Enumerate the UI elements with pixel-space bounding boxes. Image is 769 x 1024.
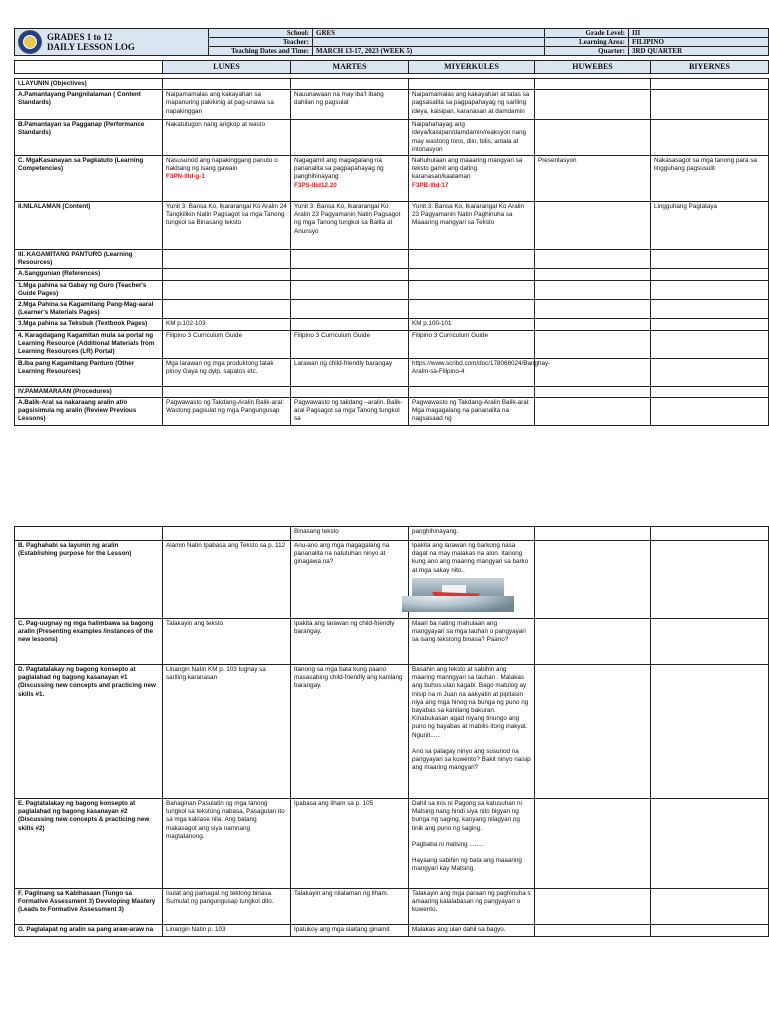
day-cell xyxy=(535,889,651,925)
day-martes: MARTES xyxy=(291,61,409,74)
day-cell xyxy=(291,156,409,202)
day-cell xyxy=(163,90,291,120)
day-cell xyxy=(651,889,769,925)
day-cell xyxy=(651,358,769,386)
table-row xyxy=(15,300,769,319)
day-cell xyxy=(535,319,651,330)
day-cell xyxy=(535,397,651,425)
cell-text: Anu-ano ang mga magagalang na pananalita na natutuhan ninyo at ginagawa na? xyxy=(294,542,390,566)
day-cell xyxy=(291,386,409,397)
table-row xyxy=(15,319,769,330)
day-cell xyxy=(535,541,651,619)
day-cell xyxy=(163,269,291,280)
day-cell xyxy=(291,397,409,425)
day-cell xyxy=(163,397,291,425)
cell-text: Nahuhulaan ang maaaring mangyari sa teksto gamit ang dating karanasan/kaalaman xyxy=(412,157,523,181)
cell-text: Alamin Natin Ipabasa ang Teksto sa p. 112 xyxy=(166,542,286,549)
day-cell xyxy=(535,925,651,937)
cell-text: Pagwawasto ng Takdang-Aralin Balik-aral: Mga magagalang na pananalita na nagsasaad ng xyxy=(412,398,530,423)
cell-text: Binasang teksto xyxy=(294,528,339,535)
day-cell xyxy=(291,202,409,250)
teacher-value xyxy=(313,38,545,47)
day-cell xyxy=(163,619,291,665)
cell-text: Malakas ang ulan dahil sa bagyo. xyxy=(412,926,506,933)
table-row xyxy=(15,120,769,156)
day-cell xyxy=(409,527,535,541)
cell-text: Pagwawasto ng Takdang-Aralin Balik-aral: Wastong pagsulat ng mga Pangungusap xyxy=(166,398,284,415)
header-table xyxy=(14,28,769,56)
cell-text: Nasusunod ang napakinggang panuto o hakbang ng isang gawain xyxy=(166,157,278,173)
cell-text: Talakayin ang mga paraan ng paghinuha s amaaring kalalabasan ng pangyayari o kuwento. xyxy=(412,890,531,914)
cell-text: Filipino 3 Curriculum Guide xyxy=(412,331,488,339)
day-cell xyxy=(163,665,291,799)
table-row xyxy=(15,386,769,397)
school-label: School: xyxy=(209,29,313,38)
cell-text: Ipakita ang larawan ng child-friendly barangay. xyxy=(294,620,395,636)
table-row xyxy=(15,250,769,269)
grade-label: Grade Level: xyxy=(545,29,629,38)
row-label: C. Pag-uugnay ng mga halimbawa sa bagong aralin (Presenting examples /instances of the new lessons) xyxy=(15,619,163,665)
lesson-table-page-1 xyxy=(14,78,769,426)
day-cell xyxy=(535,79,651,90)
grade-value: III xyxy=(629,29,769,38)
competency-code: F3PN-IIId-g-1 xyxy=(166,173,205,181)
day-cell xyxy=(651,330,769,358)
row-label: 3.Mga pahina sa Teksbuk (Textbook Pages) xyxy=(15,319,163,330)
day-cell xyxy=(651,799,769,889)
cell-text: Yunit 3: Bansa Ko, Ikararangal Ko Aralin 23 Pagyamanin Natin Pagsagot ng mga Tanong tungkol sa Balita at Anunsyo xyxy=(294,203,401,235)
table-row xyxy=(15,397,769,425)
cell-text: Naipamamalas ang kakayahan sa mapanuring pakikinig at pag-unawa sa napakinggan xyxy=(166,91,274,115)
cell-extra-text: Pagbaba ni matsing ........ xyxy=(412,840,484,848)
cell-text: Larawan ng child-friendly barangay xyxy=(294,359,393,367)
logo-block xyxy=(15,29,209,56)
day-cell xyxy=(291,280,409,299)
cell-text: Naipahahayag ang ideya/kaisipan/damdamin/reaksyon nang may wastong tono, diin, bilis, antala at intonasyon xyxy=(412,121,527,153)
row-label xyxy=(15,527,163,541)
cell-text: Linangin Natin p. 103 xyxy=(166,926,226,933)
table-row xyxy=(15,541,769,619)
day-cell xyxy=(291,925,409,937)
area-label: Learning Area: xyxy=(545,38,629,47)
day-cell xyxy=(291,250,409,269)
day-cell xyxy=(291,665,409,799)
table-row xyxy=(15,90,769,120)
row-label: B. Paghahabi sa layunin ng aralin (Establishing purpose for the Lesson) xyxy=(15,541,163,619)
row-label: C. MgaKasanayan sa Pagkatuto (Learning Competencies) xyxy=(15,156,163,202)
day-cell xyxy=(651,541,769,619)
day-cell xyxy=(651,79,769,90)
day-cell xyxy=(409,386,535,397)
cell-text: Isulat ang pamagat ng tektong binasa. Sumulat ng pangungusap tungkol dito. xyxy=(166,890,274,906)
day-cell xyxy=(651,300,769,319)
day-cell xyxy=(291,527,409,541)
cell-text: Talakayin ang teksto xyxy=(166,620,224,627)
day-cell xyxy=(651,527,769,541)
cell-text: Dahil sa inis ni Pagong sa katusuhan ni Matsing nang hindi siya nito bigyan ng bunga ng saging, kanyang nilagyan ng tinik ang puno ng saging. xyxy=(412,800,522,832)
table-row xyxy=(15,889,769,925)
deped-seal-icon xyxy=(18,30,42,54)
day-cell xyxy=(163,280,291,299)
day-cell xyxy=(651,319,769,330)
day-cell xyxy=(291,79,409,90)
table-row xyxy=(15,156,769,202)
row-label: II.NILALAMAN (Content) xyxy=(15,202,163,250)
day-cell xyxy=(651,665,769,799)
day-cell xyxy=(291,541,409,619)
row-label: IV.PAMAMARAAN (Procedures) xyxy=(15,386,163,397)
row-label: 1.Mga pahina sa Gabay ng Guro (Teacher's Guide Pages) xyxy=(15,280,163,299)
cell-text: Bahaginan Pasulatin ng mga tanong tungkol sa tekstong nabasa, Pasagutan ito sa mga kaklase nila. Ang batang makasagot ang siya namnang magtatanong. xyxy=(166,800,285,840)
day-cell xyxy=(651,397,769,425)
dates-label: Teaching Dates and Time: xyxy=(209,47,313,56)
day-cell xyxy=(651,925,769,937)
day-cell xyxy=(535,799,651,889)
table-row xyxy=(15,358,769,386)
day-huwebes: HUWEBES xyxy=(535,61,651,74)
day-cell xyxy=(651,269,769,280)
cell-text: Linangin Natin KM p. 103 Iugnay sa sariling karanasan xyxy=(166,666,266,682)
cell-text: Maari ba nating mahulaan ang mangyayari sa mga tauhan o pangyayari sa isang tekstong binasa? Paano? xyxy=(412,620,526,644)
cell-text: Itanong sa mga bata kung paano masasabing child-friendly ang kanilang barangay. xyxy=(294,666,403,690)
row-label: B.Pamantayan sa Pagganap (Performance Standards) xyxy=(15,120,163,156)
lesson-table-page-2 xyxy=(14,526,769,937)
day-cell xyxy=(651,156,769,202)
day-lunes: LUNES xyxy=(163,61,291,74)
day-cell xyxy=(535,527,651,541)
day-biyernes: BIYERNES xyxy=(651,61,769,74)
day-cell xyxy=(409,358,551,386)
table-row xyxy=(15,269,769,280)
day-cell xyxy=(651,250,769,269)
day-cell xyxy=(163,120,291,156)
day-cell xyxy=(163,330,291,358)
day-cell xyxy=(291,300,409,319)
day-cell xyxy=(535,280,651,299)
cell-text: Filipino 3 Curriculum Guide xyxy=(294,331,370,339)
day-cell xyxy=(409,280,535,299)
day-cell xyxy=(535,300,651,319)
day-cell xyxy=(163,799,291,889)
table-row xyxy=(15,280,769,299)
day-cell xyxy=(409,799,535,889)
form-title-line2: DAILY LESSON LOG xyxy=(47,42,135,52)
row-label: G. Paglalapat ng aralin sa pang araw-araw na xyxy=(15,925,163,937)
cell-text: Lingguhang Pagtataya xyxy=(654,203,718,211)
day-cell xyxy=(291,799,409,889)
cell-text: Ipatukoy ang mga slaitang ginamit xyxy=(294,926,390,933)
cell-text: https://www.scribd.com/doc/178068024/Banghay-Aralin-sa-Filipino-4 xyxy=(412,359,551,375)
day-cell xyxy=(409,79,535,90)
day-cell xyxy=(163,925,291,937)
competency-code: F3PB-IIId-17 xyxy=(412,181,449,189)
day-cell xyxy=(651,120,769,156)
table-row xyxy=(15,202,769,250)
school-value: GRES xyxy=(313,29,545,38)
day-cell xyxy=(535,619,651,665)
day-cell xyxy=(163,319,291,330)
row-label: 4. Karagdagang Kagamitan mula sa portal ng Learning Resource (Additional Materials from Learning Resources (LR) Portal) xyxy=(15,330,163,358)
day-cell xyxy=(291,619,409,665)
quarter-value: 3RD QUARTER xyxy=(629,47,769,56)
area-value: FILIPINO xyxy=(629,38,769,47)
day-cell xyxy=(535,386,651,397)
table-row xyxy=(15,665,769,799)
row-label: A.Sanggunian (References) xyxy=(15,269,163,280)
cell-text: Mga larawan ng mga produktong tatak pinoy Gaya ng dyip, sapatos etc. xyxy=(166,359,274,375)
cell-text: Talakayin ang nilalaman ng liham. xyxy=(294,890,389,897)
day-cell xyxy=(409,250,535,269)
days-corner xyxy=(15,61,163,74)
day-cell xyxy=(409,925,535,937)
cell-text: Yunit 3: Bansa Ko, Ikararangal Ko Aralin 24 Tangkilikin Natin Pagsagot sa mga Tanong tungkol sa Binasang teksto xyxy=(166,203,287,227)
day-cell xyxy=(651,280,769,299)
day-cell xyxy=(535,120,651,156)
day-cell xyxy=(651,90,769,120)
row-label: I.LAYUNIN (Objectives) xyxy=(15,79,163,90)
day-cell xyxy=(163,527,291,541)
day-cell xyxy=(409,665,535,799)
day-cell xyxy=(409,541,535,619)
lesson-log-page-1 xyxy=(14,28,768,426)
day-cell xyxy=(409,269,535,280)
table-row xyxy=(15,925,769,937)
row-label: A.Balik-Aral sa nakaraang aralin at/o pagsisimula ng aralin (Review Previous Lessons) xyxy=(15,397,163,425)
cell-text: Nakatutugon nang angkop at wasto xyxy=(166,121,266,129)
row-label: 2.Mga Pahina sa Kagamitang Pang-Mag-aaral (Learner's Materials Pages) xyxy=(15,300,163,319)
teacher-label: Teacher: xyxy=(209,38,313,47)
cell-text: Basahin ang teksto at sabihin ang maaring manngyari sa tauhan . Malakas ang buhos ulan kagabi. Bago matulog ay inisip na ni Juan na aakyatin at pipitasin niya ang mga hinog na bunga ng puno ng bayabas sa kanilang bakuran. Kinabukasan agad niyang tinungo ang puno ng bayabas at mabilis itong inakyat. Ngunit...... xyxy=(412,666,529,739)
lesson-log-page-2 xyxy=(14,526,768,937)
cell-text: Presentasyon xyxy=(538,157,577,165)
day-cell xyxy=(409,300,535,319)
day-cell xyxy=(409,319,535,330)
day-cell xyxy=(291,90,409,120)
table-row xyxy=(15,330,769,358)
cell-text: Ipabasa ang liham sa p. 105 xyxy=(294,800,374,807)
day-cell xyxy=(409,397,535,425)
cell-text: Ipakita ang larawan ng barkong nasa dagat na may malakas na alon. Itanong kung ano ang maaring mangyari sa barko at mga sakay nito.. xyxy=(412,542,529,574)
ship-at-sea-image xyxy=(412,578,504,612)
day-cell xyxy=(163,889,291,925)
day-cell xyxy=(291,330,409,358)
days-header-table xyxy=(14,60,769,74)
day-cell xyxy=(535,358,651,386)
cell-text: KM p.100-101 xyxy=(412,320,452,328)
day-cell xyxy=(163,79,291,90)
day-cell xyxy=(409,619,535,665)
day-cell xyxy=(163,541,291,619)
day-cell xyxy=(409,330,535,358)
day-cell xyxy=(535,269,651,280)
row-label: D. Pagtatalakay ng bagong konsepto at paglalahad ng bagong kasanayan #1 (Discussing new concepts and practicing new skills #1. xyxy=(15,665,163,799)
day-cell xyxy=(409,156,535,202)
row-label: F. Paglinang sa Kabihasaan (Tungo sa Formative Assessment 3) Developing Mastery (Leads to Formative Assessment 3) xyxy=(15,889,163,925)
cell-text: Nauunawaan na may iba't ibang dahilan ng pagsulat xyxy=(294,91,384,107)
day-cell xyxy=(291,319,409,330)
cell-text: Yunit 3: Bansa Ko, Ikararangal Ko Aralin 23 Pagyamanin Natin Paghinuha sa Maaaring mangyari sa Teksto xyxy=(412,203,525,227)
day-cell xyxy=(291,269,409,280)
day-cell xyxy=(409,202,535,250)
day-cell xyxy=(409,90,535,120)
table-row xyxy=(15,799,769,889)
day-cell xyxy=(535,330,651,358)
day-cell xyxy=(163,156,291,202)
row-label: B.Iba pang Kagamitang Panturo (Other Learning Resources) xyxy=(15,358,163,386)
day-cell xyxy=(163,202,291,250)
cell-text: KM p.102-103 xyxy=(166,320,206,328)
day-cell xyxy=(535,202,651,250)
day-cell xyxy=(291,889,409,925)
row-label: A.Pamantayang Pangnilalaman ( Content Standards) xyxy=(15,90,163,120)
day-cell xyxy=(163,250,291,269)
cell-text: Naipamamalas ang kakayahan at tatas sa pagsasalita sa pagpapahayag ng sariling ideya, kaisipan, karanasan at damdamin xyxy=(412,91,530,115)
cell-text: Nakasasagot sa mga tanong para sa lingguhang pagsusulit xyxy=(654,157,757,173)
row-label: III. KAGAMITANG PANTURO (Learning Resources) xyxy=(15,250,163,269)
table-row xyxy=(15,79,769,90)
cell-text: Pagwawasto ng takdang –aralin. Balik-aral Pagsagot sa mga Tanong tungkol sa xyxy=(294,398,403,423)
day-cell xyxy=(409,120,535,156)
day-miyerkules: MIYERKULES xyxy=(409,61,535,74)
dates-value: MARCH 13-17, 2023 (WEEK 5) xyxy=(313,47,545,56)
cell-extra-text: Hayaang sabihin ng bata ang maaaring mangyari kay Matsing. xyxy=(412,857,522,873)
day-cell xyxy=(163,386,291,397)
quarter-label: Quarter: xyxy=(545,47,629,56)
day-cell xyxy=(163,358,291,386)
cell-text: panghihinayang. xyxy=(412,528,459,535)
day-cell xyxy=(535,156,651,202)
day-cell xyxy=(409,889,535,925)
table-row xyxy=(15,527,769,541)
day-cell xyxy=(651,202,769,250)
day-cell xyxy=(651,386,769,397)
table-row xyxy=(15,619,769,665)
form-title-line1: GRADES 1 to 12 xyxy=(47,32,113,42)
day-cell xyxy=(535,665,651,799)
cell-extra-text: Ano sa palagay ninyo ang susunod na pangyayari sa kuwento? Bakit ninyo naisip ang maaring mangyari? xyxy=(412,747,531,772)
day-cell xyxy=(535,90,651,120)
cell-text: Filipino 3 Curriculum Guide xyxy=(166,331,242,339)
day-cell xyxy=(291,120,409,156)
row-label: E. Pagtatalakay ng bagong konsepto at paglalahad ng bagong kasanayan #2 (Discussing new concepts & practicing new skills #2) xyxy=(15,799,163,889)
cell-text: Nagagamit ang magagalang na pananalita sa pagpapahayag ng panghihinayang xyxy=(294,157,384,181)
day-cell xyxy=(535,250,651,269)
day-cell xyxy=(163,300,291,319)
day-cell xyxy=(651,619,769,665)
competency-code: F3PS-IIId12.20 xyxy=(294,181,337,189)
day-cell xyxy=(291,358,409,386)
